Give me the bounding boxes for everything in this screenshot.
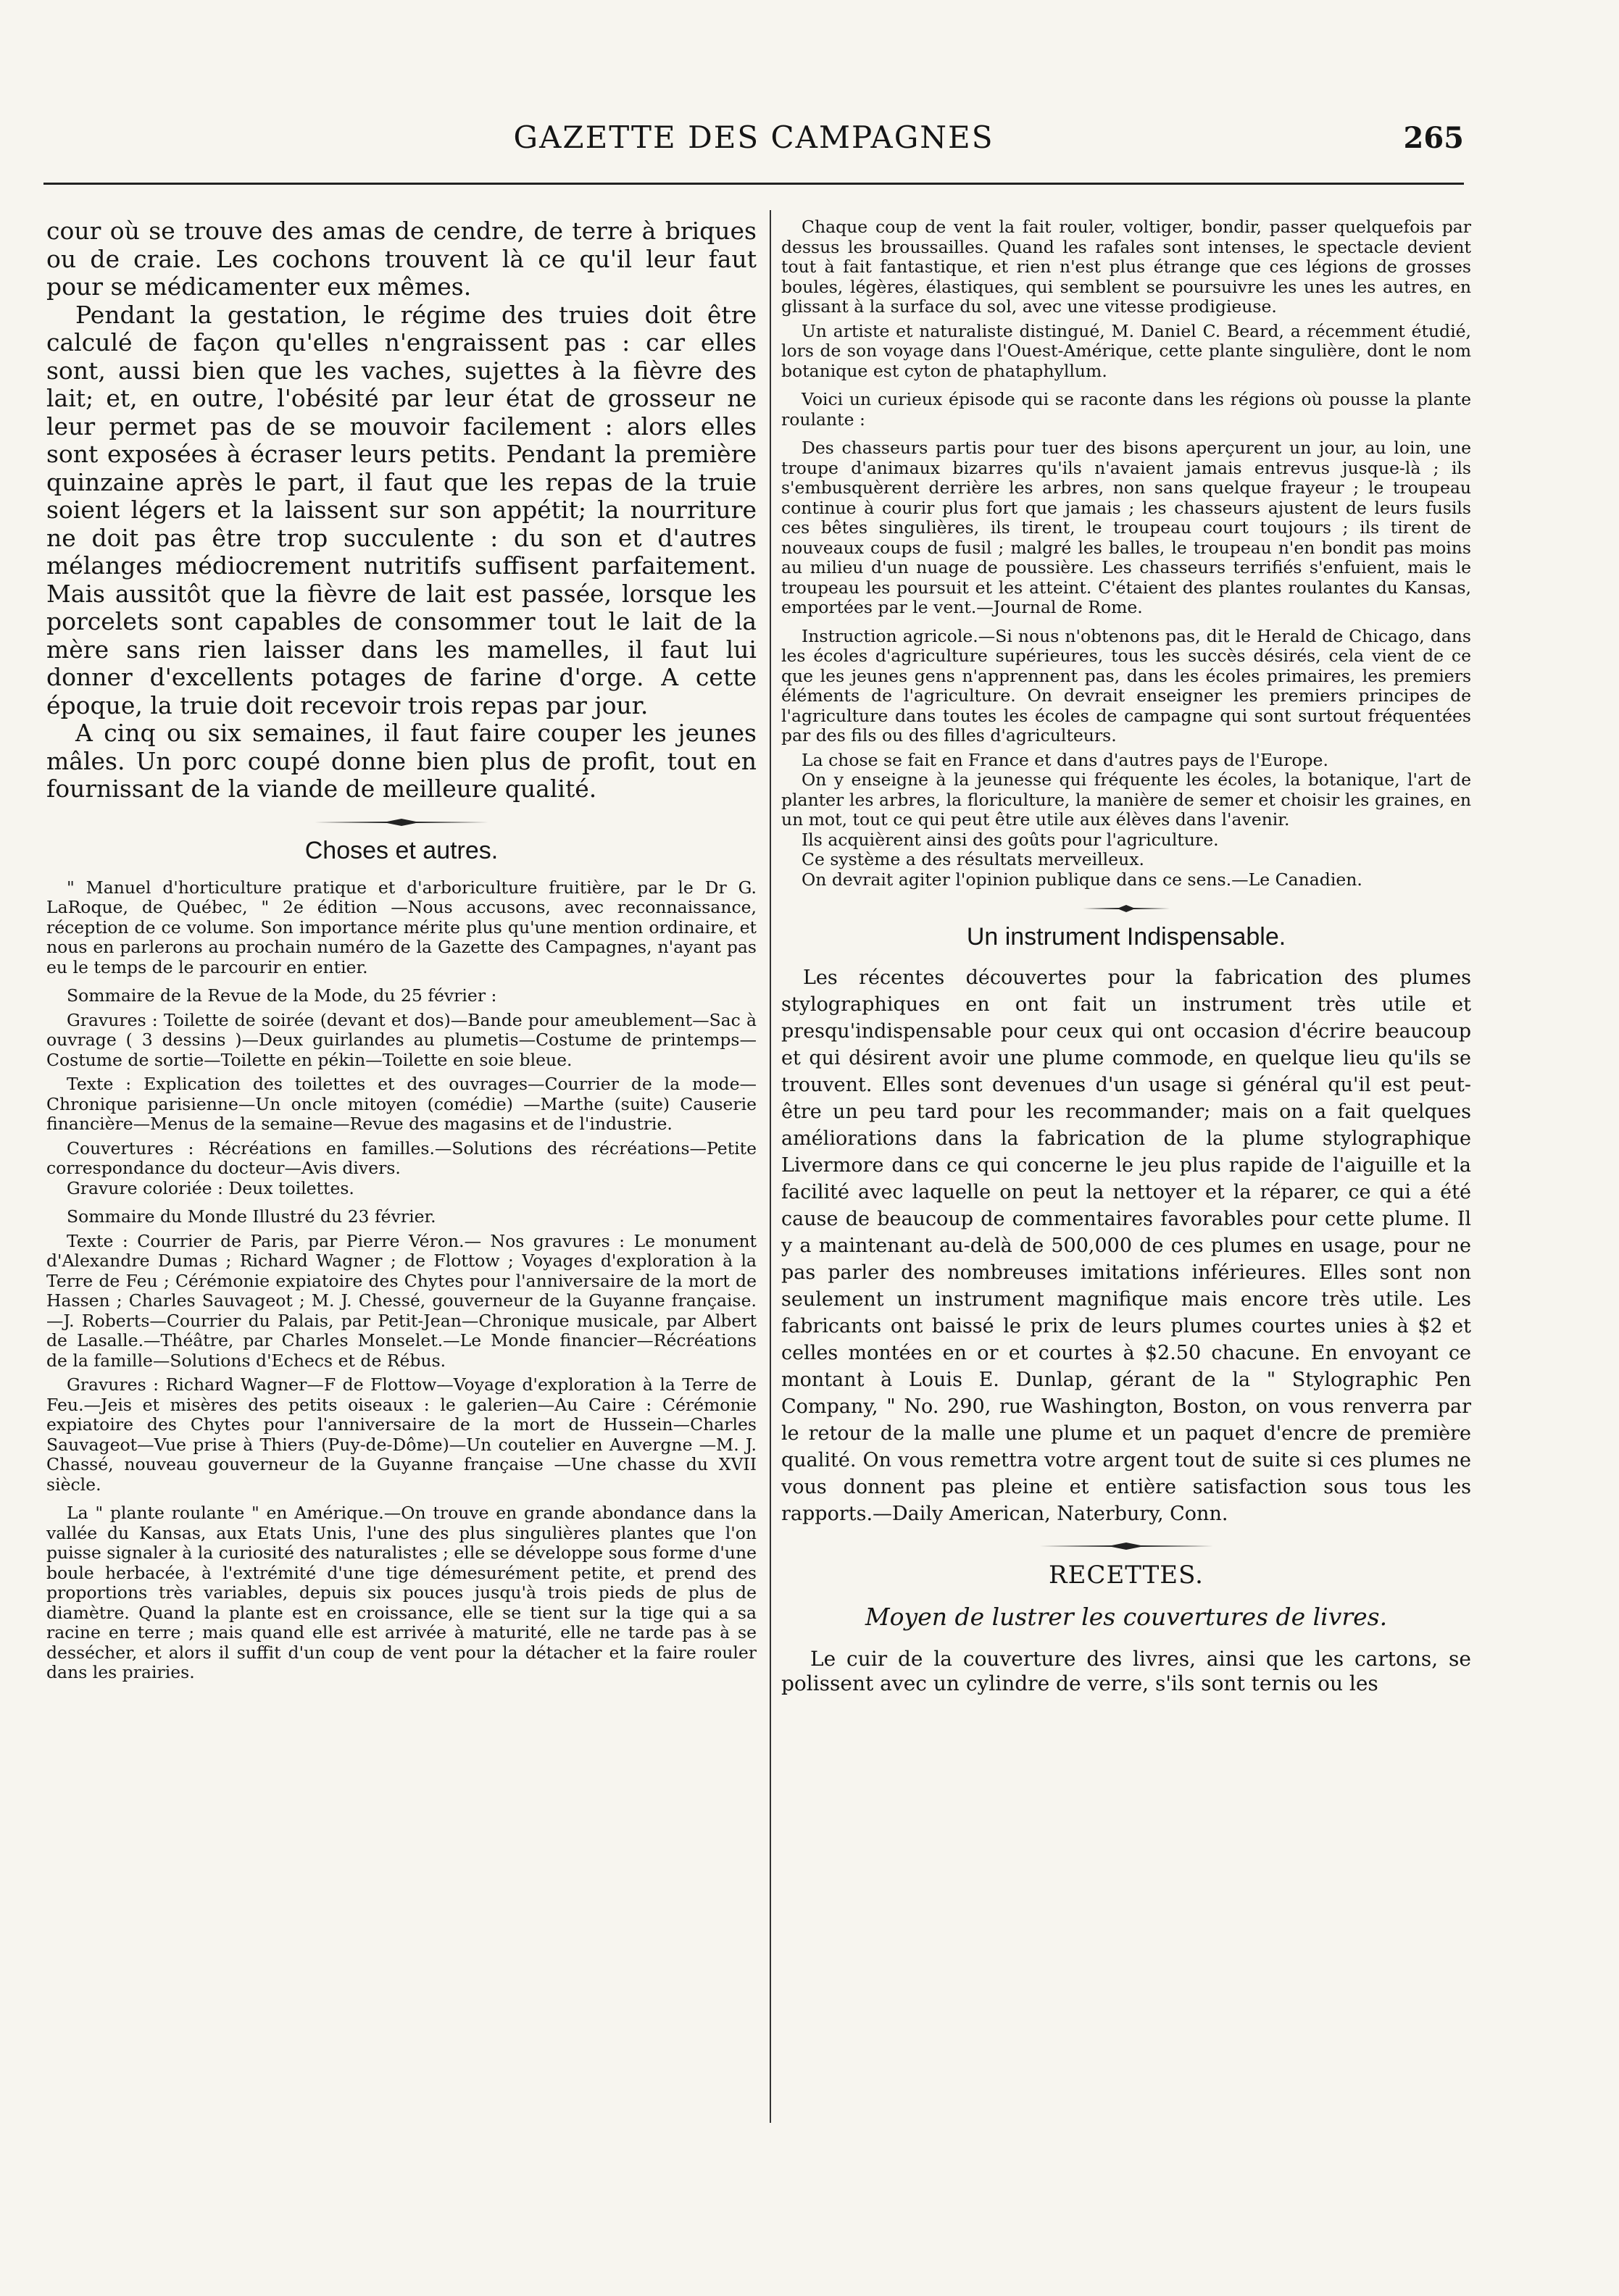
article-paragraph: Sommaire du Monde Illustré du 23 février. xyxy=(67,1206,436,1227)
article-paragraph: Sommaire de la Revue de la Mode, du 25 février : xyxy=(67,985,497,1006)
article-paragraph: Texte : Explication des toilettes et des ouvrages—Courrier de la mode—Chronique parisienne—Un oncle mitoyen (comédie) —Marthe (suite) Causerie financière—Menus de la semaine—Revue des magasins et de l'industrie. xyxy=(46,1074,757,1134)
section-title: Un instrument Indispensable. xyxy=(966,923,1286,951)
section-title: Choses et autres. xyxy=(304,836,499,864)
header-rule xyxy=(43,183,1464,185)
section-ornament xyxy=(1039,1542,1213,1550)
article-paragraph: La " plante roulante " en Amérique.—On trouve en grande abondance dans la vallée du Kansas, aux Etats Unis, l'une des plus singulières plantes que l'on puisse signaler à la curiosité des naturalistes ; elle se développe sous forme d'une boule herbacée, à l'extrémité d'une tige démesurément petite, et prend des proportions très variables, depuis six pouces jusqu'à trois pieds de plus de diamètre. Quand la plante est en croissance, elle se tient sur la tige qui a sa racine en terre ; mais quand elle est arrivée à maturité, elle ne tarde pas à se dessécher, et alors il suffit d'un coup de vent pour la détacher et la faire rouler dans les prairies. xyxy=(46,1503,757,1682)
column-divider xyxy=(770,210,771,2123)
article-paragraph: Les récentes découvertes pour la fabrication des plumes stylographiques en ont fait un instrument très utile et presqu'indispensable pour ceux qui ont occasion d'écrire beaucoup et qui désirent avoir une plume commode, en quelque lieu qu'ils se trouvent. Elles sont devenues d'un usage si général qu'il est peut-être un peu tard pour les recommander; mais on a fait quelques améliorations dans la fabrication de la plume stylographique Livermore dans ce qui concerne le jeu plus rapide de l'aiguille et la facilité avec laquelle on peut la nettoyer et la réparer, ce qui a été cause de beaucoup de commentaires favorables pour cette plume. Il y a maintenant au-delà de 500,000 de ces plumes en usage, pour ne pas parler des nombreuses imitations inférieures. Elles sont non seulement un instrument magnifique mais encore très utile. Les fabricants ont baissé le prix de leurs plumes courtes unies à $2 et celles montées en or et courtes à $2.50 chacune. En envoyant ce montant à Louis E. Dunlap, gérant de la " Stylographic Pen Company, " No. 290, rue Washington, Boston, on vous renverra par le retour de la malle une plume et un paquet d'encre de première qualité. On vous remettra votre argent tout de suite si ces plumes ne vous donnent pas pleine et entière satisfaction sous tous les rapports.—Daily American, Naterbury, Conn. xyxy=(781,967,1471,1525)
masthead-title: GAZETTE DES CAMPAGNES xyxy=(513,120,994,155)
article-paragraph: Le cuir de la couverture des livres, ainsi que les cartons, se polissent avec un cylindre de verre, s'ils sont ternis ou les xyxy=(781,1647,1471,1695)
article-paragraph: Pendant la gestation, le régime des truies doit être calculé de façon qu'elles n'engraissent pas : car elles sont, aussi bien que les vaches, sujettes à la fièvre des lait; et, en outre, l'obésité par leur état de grosseur ne leur permet pas de se mouvoir facilement : alors elles sont exposées à écraser leurs petits. Pendant la première quinzaine après le part, il faut que les repas de la truie soient légers et la laissent sur son appétit; la nourriture ne doit pas être trop succulente : du son et d'autres mélanges médiocrement nutritifs suffisent parfaitement. Mais aussitôt que la fièvre de lait est passée, lorsque les porcelets sont capables de consommer tout le lait de la mère sans rien laisser dans les mamelles, il faut lui donner d'excellents potages de farine d'orge. A cette époque, la truie doit recevoir trois repas par jour. xyxy=(46,300,757,719)
article-paragraph: On y enseigne à la jeunesse qui fréquente les écoles, la botanique, l'art de planter les arbres, la floriculture, la manière de semer et choisir les graines, en un mot, tout ce qui peut être utile aux élèves dans l'avenir. xyxy=(781,769,1471,830)
left-column xyxy=(46,217,757,1683)
article-paragraph: " Manuel d'horticulture pratique et d'arboriculture fruitière, par le Dr G. LaRoque, de Québec, " 2e édition —Nous accusons, avec reconnaissance, réception de ce volume. Son importance mérite plus qu'une mention ordinaire, et nous en parlerons au prochain numéro de la Gazette des Campagnes, n'ayant pas eu le temps de le parcourir en entier. xyxy=(46,877,757,977)
article-paragraph: cour où se trouve des amas de cendre, de terre à briques ou de craie. Les cochons trouvent là ce qu'il leur faut pour se médicamenter eux mêmes. xyxy=(46,217,757,301)
article-paragraph: Couvertures : Récréations en familles.—Solutions des récréations—Petite correspondance du docteur—Avis divers. xyxy=(46,1137,757,1178)
article-paragraph: Ils acquièrent ainsi des goûts pour l'agriculture. xyxy=(802,829,1219,850)
article-paragraph: Gravure coloriée : Deux toilettes. xyxy=(67,1177,354,1198)
section-ornament xyxy=(315,818,488,827)
page-number: 265 xyxy=(1403,121,1464,155)
article-paragraph: On devrait agiter l'opinion publique dans ce sens.—Le Canadien. xyxy=(802,869,1362,890)
article-paragraph: La chose se fait en France et dans d'autres pays de l'Europe. xyxy=(802,749,1328,770)
right-column xyxy=(781,217,1471,1696)
article-paragraph: Des chasseurs partis pour tuer des bisons aperçurent un jour, au loin, une troupe d'animaux bizarres qu'ils n'avaient jamais entrevus jusque-là ; ils s'embusquèrent derrière les arbres, non sans quelque frayeur ; le troupeau continue à courir plus fort que jamais ; les chasseurs ajustent de leurs fusils ces bêtes singulières, ils tirent, le troupeau court toujours ; ils tirent de nouveaux coups de fusil ; malgré les balles, le troupeau n'en bondit pas moins au milieu d'un nuage de poussière. Les chasseurs terrifiés s'enfuient, mais le troupeau les poursuit et les atteint. C'étaient des plantes roulantes du Kansas, emportées par le vent.—Journal de Rome. xyxy=(781,438,1471,617)
article-paragraph: Chaque coup de vent la fait rouler, voltiger, bondir, passer quelquefois par dessus les broussailles. Quand les rafales sont intenses, le spectacle devient tout à fait fantastique, et rien n'est plus étrange que ces légions de grosses boules, légères, élastiques, qui semblent se poursuivre les unes les autres, en glissant à la surface du sol, avec une vitesse prodigieuse. xyxy=(781,217,1471,317)
article-paragraph: Un artiste et naturaliste distingué, M. Daniel C. Beard, a récemment étudié, lors de son voyage dans l'Ouest-Amérique, cette plante singulière, dont le nom botanique est cyton de phataphyllum. xyxy=(781,320,1471,381)
article-paragraph: A cinq ou six semaines, il faut faire couper les jeunes mâles. Un porc coupé donne bien plus de profit, tout en fournissant de la viande de meilleure qualité. xyxy=(46,719,757,803)
article-paragraph: Voici un curieux épisode qui se raconte dans les régions où pousse la plante roulante : xyxy=(781,389,1471,430)
section-ornament xyxy=(1039,904,1213,913)
article-paragraph: Gravures : Toilette de soirée (devant et dos)—Bande pour ameublement—Sac à ouvrage ( 3 dessins )—Deux guirlandes au plumetis—Costume de printemps—Costume de sortie—Toilette en pékin—Toilette en soie bleue. xyxy=(46,1009,757,1070)
article-paragraph: Ce système a des résultats merveilleux. xyxy=(802,849,1144,869)
article-paragraph: Gravures : Richard Wagner—F de Flottow—Voyage d'exploration à la Terre de Feu.—Jeis et misères des petits oiseaux : le galerien—Au Caire : Cérémonie expiatoire des Chytes pour l'anniversaire de la mort de Hussein—Charles Sauvageot—Vue prise à Thiers (Puy-de-Dôme)—Un coutelier en Auvergne —M. J. Chassé, nouveau gouverneur de la Guyanne française —Une chasse du XVII siècle. xyxy=(46,1374,757,1495)
article-paragraph: Texte : Courrier de Paris, par Pierre Véron.— Nos gravures : Le monument d'Alexandre Dumas ; Richard Wagner ; de Flottow ; Voyages d'exploration à la Terre de Feu ; Cérémonie expiatoire des Chytes pour l'anniversaire de la mort de Hassen ; Charles Sauvageot ; M. J. Chessé, gouverneur de la Guyanne française.—J. Roberts—Courrier du Palais, par Petit-Jean—Chronique musicale, par Albert de Lasalle.—Théâtre, par Charles Monselet.—Le Monde financier—Récréations de la famille—Solutions d'Echecs et de Rébus. xyxy=(46,1230,757,1371)
page-header xyxy=(43,120,1464,163)
article-paragraph: Instruction agricole.—Si nous n'obtenons pas, dit le Herald de Chicago, dans les écoles d'agriculture supérieures, tous les succès désirés, cela vient de ce que les jeunes gens n'apprennent pas, dans les écoles primaires, les premiers éléments de l'agriculture. On devrait enseigner les premiers principes de l'agriculture dans toutes les écoles de campagne qui sont surtout fréquentées par des fils ou des filles d'agriculteurs. xyxy=(781,625,1471,746)
recipe-subtitle: Moyen de lustrer les couvertures de livres. xyxy=(865,1603,1388,1631)
section-title: RECETTES. xyxy=(1049,1561,1204,1590)
